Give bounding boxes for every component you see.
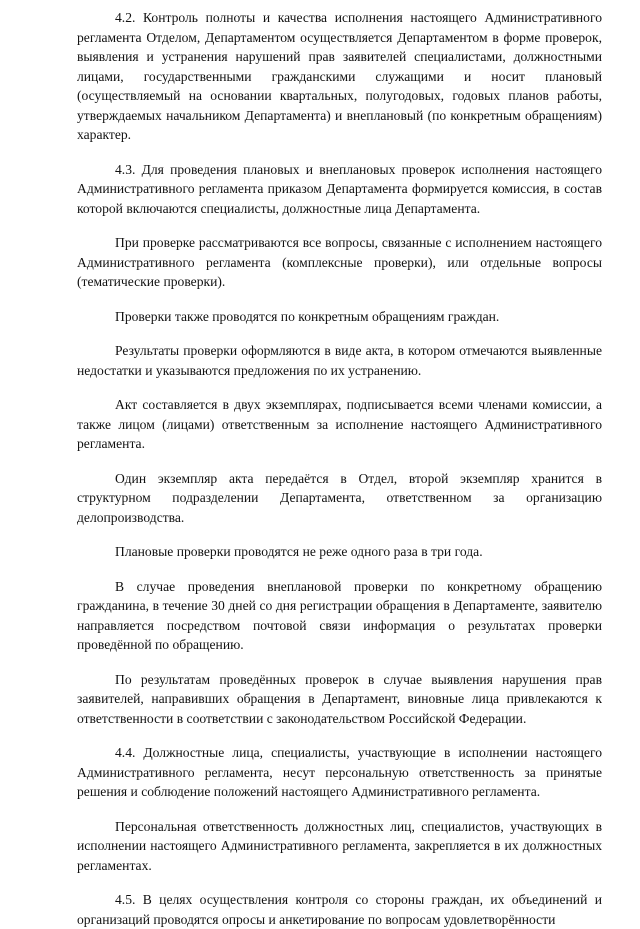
paragraph-act-copies: Акт составляется в двух экземплярах, подписывается всеми членами комиссии, а также лицом (лицами) ответственным за исполнение настоящего Административного регламента. <box>77 397 602 451</box>
paragraph-4-2: 4.2. Контроль полноты и качества исполнения настоящего Административного регламента Отделом, Департаментом осуществляется Департаментом в форме проверок, выявления и устранения нарушений прав заявителей специалистами, должностными лицами, государственными гражданскими служащими и носит плановый (осуществляемый на основании квартальных, полугодовых, годовых планов работы, утверждаемых начальником Департамента) и внеплановый (по конкретным обращениям) характер. <box>77 10 602 142</box>
paragraph-planned-checks: Плановые проверки проводятся не реже одного раза в три года. <box>115 544 483 559</box>
paragraph-4-3: 4.3. Для проведения плановых и внеплановых проверок исполнения настоящего Административного регламента приказом Департамента формируется комиссия, в состав которой включаются специалисты, должностные лица Департамента. <box>77 161 602 216</box>
paragraph-4-5: 4.5. В целях осуществления контроля со стороны граждан, их объединений и организаций проводятся опросы и анкетирование по вопросам удовлетворённости <box>77 892 602 927</box>
paragraph-violations: По результатам проведённых проверок в случае выявления нарушения прав заявителей, направивших обращения в Департамент, виновные лица привлекаются к ответственности в соответствии с законодательством Российской Федерации. <box>77 671 602 726</box>
paragraph-check-results: Результаты проверки оформляются в виде акта, в котором отмечаются выявленные недостатки и указываются предложения по их устранению. <box>77 343 602 378</box>
paragraph-personal-responsibility: Персональная ответственность должностных лиц, специалистов, участвующих в исполнении настоящего Административного регламента, закрепляется в их должностных регламентах. <box>77 818 602 873</box>
paragraph-act-storage: Один экземпляр акта передаётся в Отдел, второй экземпляр хранится в структурном подразделении Департамента, ответственном за организацию делопроизводства. <box>77 470 602 525</box>
paragraph-unplanned-check: В случае проведения внеплановой проверки по конкретному обращению гражданина, в течение 30 дней со дня регистрации обращения в Департаменте, заявителю направляется посредством почтовой связи информация о результатах проверки проведённой по обращению. <box>77 578 602 652</box>
paragraph-4-4: 4.4. Должностные лица, специалисты, участвующие в исполнении настоящего Административного регламента, несут персональную ответственность за принятые решения и соблюдение положений настоящего Административного регламента. <box>77 745 602 799</box>
document-body <box>77 8 602 929</box>
paragraph-citizen-appeals: Проверки также проводятся по конкретным обращениям граждан. <box>115 308 500 324</box>
paragraph-check-scope: При проверке рассматриваются все вопросы, связанные с исполнением настоящего Административного регламента (комплексные проверки), или отдельные вопросы (тематические проверки). <box>77 235 602 289</box>
